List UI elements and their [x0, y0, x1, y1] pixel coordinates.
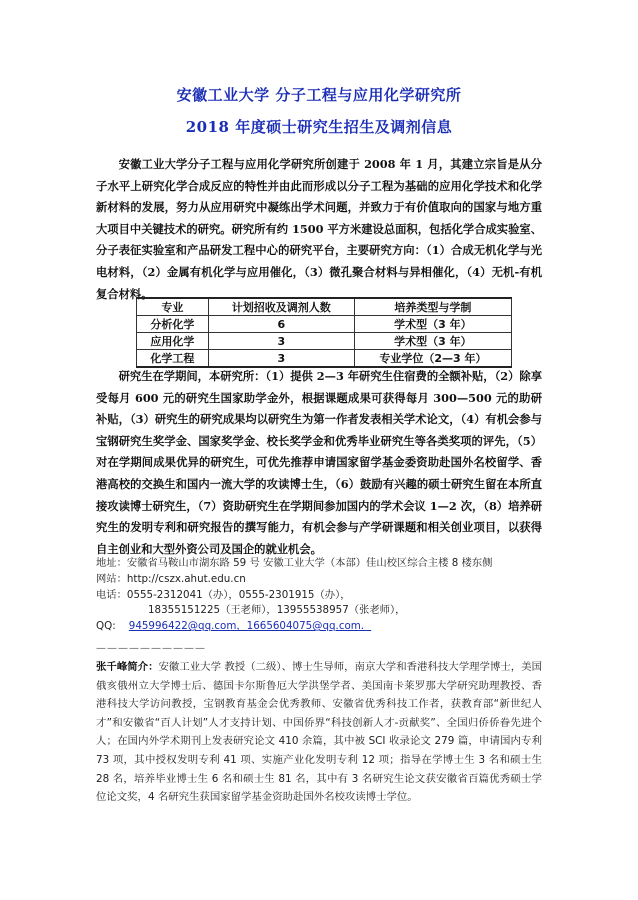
table-header-row	[137, 298, 512, 316]
website-link[interactable]: http://cszx.ahut.edu.cn	[126, 572, 246, 585]
header-major: 专业	[137, 298, 209, 316]
header-type: 培养类型与学制	[354, 298, 511, 316]
phone-row-2	[96, 603, 542, 619]
bio-paragraph	[96, 658, 542, 807]
qq-label: QQ:	[96, 620, 116, 633]
section-separator: ——————————	[96, 643, 206, 654]
cell-quota: 3	[208, 350, 354, 368]
cell-type: 学术型（3 年）	[354, 333, 511, 350]
cell-type: 专业学位（2—3 年）	[354, 350, 511, 368]
phone-value-1: 0555-2312041（办），0555-2301915（办），	[126, 588, 351, 601]
bio-text: 安徽工业大学 教授（二级）、博士生导师，南京大学和香港科技大学理学博士，美国俄亥俄州立大学博士后、德国卡尔斯鲁厄大学洪堡学者、美国南卡莱罗那大学研究助理教授、香港科技大学访问教授，宝钢教育基金会优秀教师、安徽省优秀科技工作者，获教育部“新世纪人才”和安徽省“百人计划”人才支持计划、中国侨界“科技创新人才-贡献奖”、全国归侨侨眷先进个人；在国内外学术期刊上发表研究论文 410 余篇，其中被 SCI 收录论文 279 篇，申请国内专利 73 项，其中授权发明专利 41 项、实施产业化发明专利 12 项；指导在学博士生 3 名和硕士生 28 名，培养毕业博士生 6 名和硕士生 81 名，其中有 3 名研究生论文获安徽省百篇优秀硕士学位论文奖，4 名研究生获国家留学基金资助赴国外名校攻读博士学位。	[96, 661, 542, 804]
address-row	[96, 556, 542, 572]
phone-row	[96, 588, 542, 604]
table-row	[137, 316, 512, 333]
cell-type: 学术型（3 年）	[354, 316, 511, 333]
phone-value-2: 18355151225（王老师），13955538957（张老师），	[148, 604, 406, 617]
bio-name: 张千峰简介：	[96, 661, 159, 673]
phone-label: 电话：	[96, 588, 127, 601]
document-title: 安徽工业大学 分子工程与应用化学研究所	[176, 86, 462, 104]
contact-block	[96, 556, 542, 635]
website-row	[96, 572, 542, 588]
enrollment-table	[136, 297, 512, 368]
document-subtitle: 2018 年度硕士研究生招生及调剂信息	[185, 118, 453, 136]
cell-major: 分析化学	[137, 316, 209, 333]
address-label: 地址：	[96, 557, 127, 569]
address-value: 安徽省马鞍山市湖东路 59 号 安徽工业大学（本部）佳山校区综合主楼 8 楼东侧	[126, 557, 493, 569]
table-row	[137, 350, 512, 368]
table-row	[137, 333, 512, 350]
header-quota: 计划招收及调剂人数	[208, 298, 354, 316]
qq-email-link[interactable]: 945996422@qq.com，1665604075@qq.com．	[128, 620, 372, 633]
cell-quota: 3	[208, 333, 354, 350]
benefits-paragraph: 研究生在学期间，本研究所：（1）提供 2—3 年研究生住宿费的全额补贴，（2）除享受每月 600 元的研究生国家助学金外，根据课题成果可获得每月 300—500 元的助研补贴，（3）研究生的研究成果均以研究生为第一作者发表相关学术论文，（4）有机会参与宝钢研究生奖学金、国家奖学金、校长奖学金和优秀毕业研究生等各类奖项的评先，（5）对在学期间成果优异的研究生，可优先推荐申请国家留学基金委资助赴国外名校留学、香港高校的交换生和国内一流大学的攻读博士生，（6）鼓励有兴趣的硕士研究生留在本所直接攻读博士研究生，（7）资助研究生在学期间参加国内的学术会议 1—2 次，（8）培养研究生的发明专利和研究报告的撰写能力，有机会参与产学研课题和相关创业项目，以获得自主创业和大型外资公司及国企的就业机会。	[96, 369, 542, 556]
cell-major: 应用化学	[137, 333, 209, 350]
website-label: 网站：	[96, 572, 127, 585]
cell-major: 化学工程	[137, 350, 209, 368]
qq-row	[96, 619, 542, 635]
cell-quota: 6	[208, 316, 354, 333]
intro-paragraph: 安徽工业大学分子工程与应用化学研究所创建于 2008 年 1 月，其建立宗旨是从分子水平上研究化学合成反应的特性并由此而形成以分子工程为基础的应用化学技术和化学新材料的发展，努力从应用研究中凝练出学术问题，并致力于有价值取向的国家与地方重大项目中关键技术的研究。研究所有约 1500 平方米建设总面积，包括化学合成实验室、分子表征实验室和产品研发工程中心的研究平台，主要研究方向：（1）合成无机化学与光电材料，（2）金属有机化学与应用催化，（3）微孔聚合材料与异相催化，（4）无机-有机复合材料。	[96, 157, 542, 301]
